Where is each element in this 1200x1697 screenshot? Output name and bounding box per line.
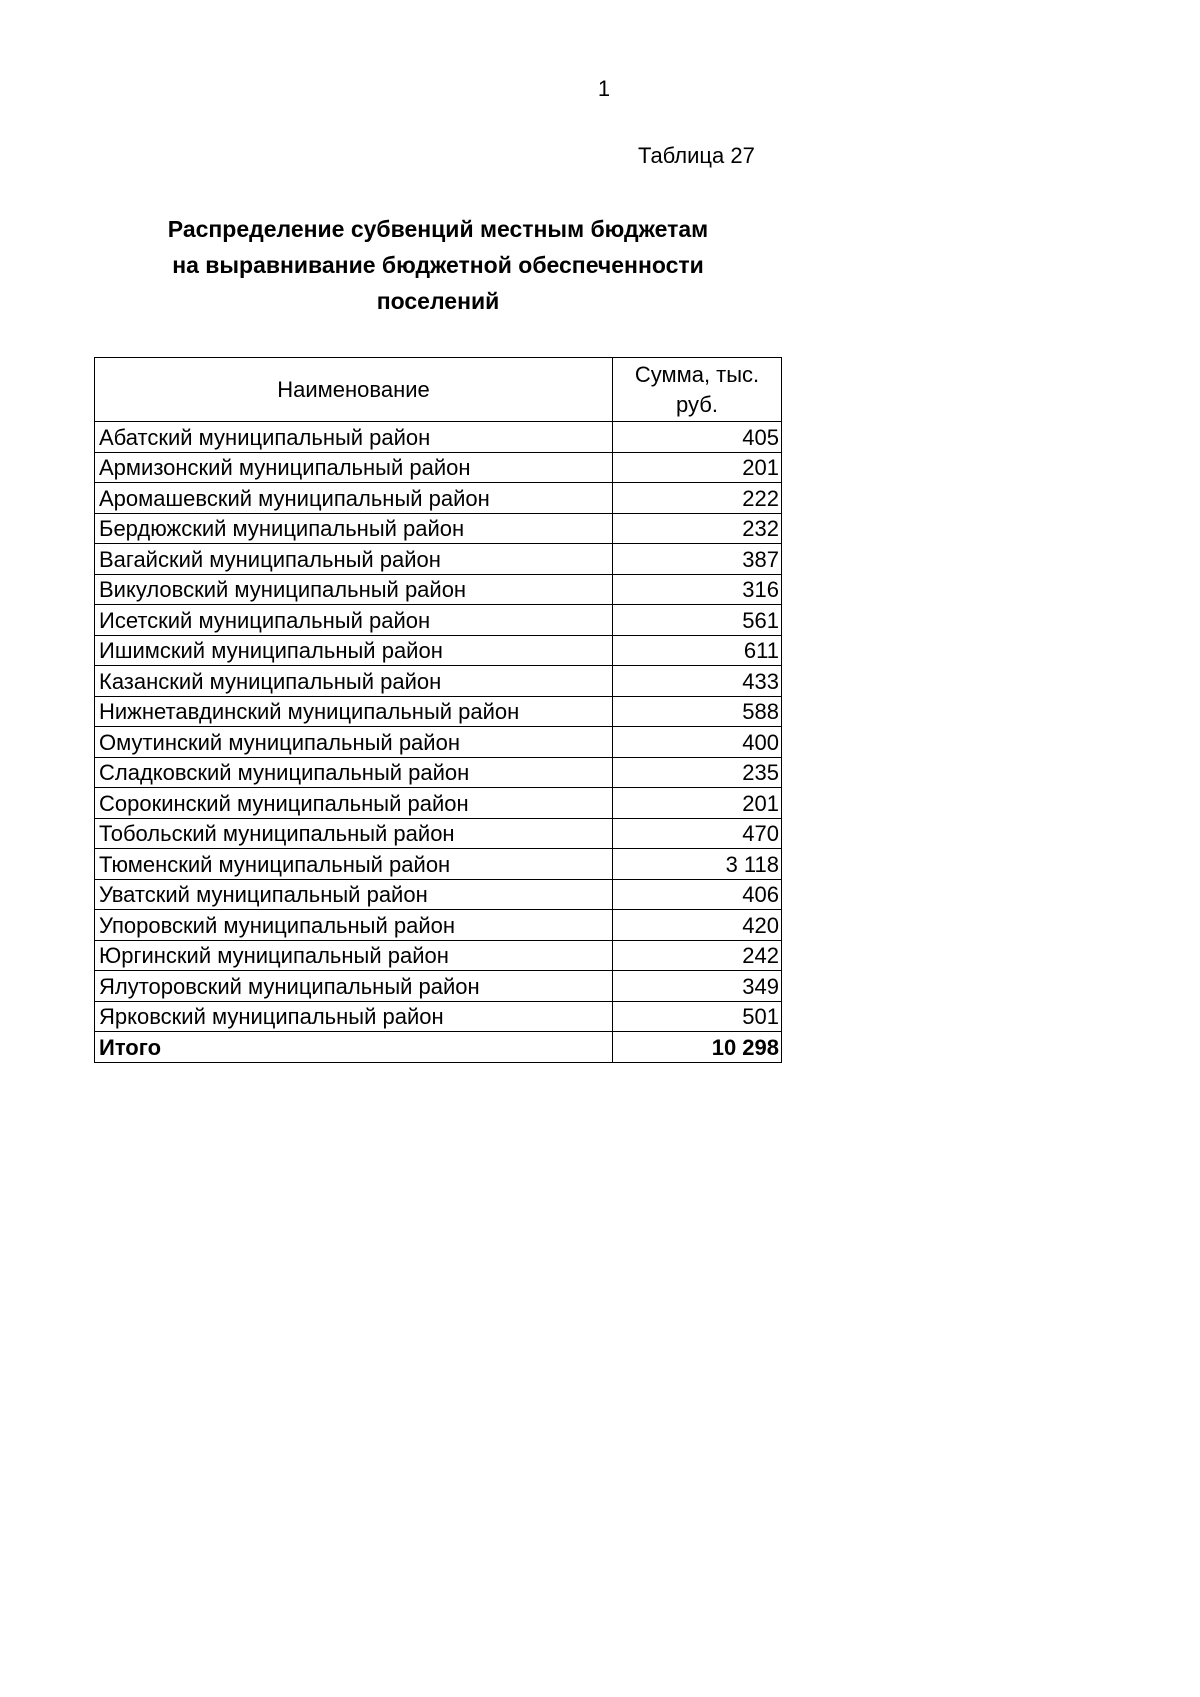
district-amount: 3 118 (613, 849, 782, 880)
district-amount: 400 (613, 727, 782, 758)
table-label: Таблица 27 (638, 143, 755, 168)
district-amount: 235 (613, 757, 782, 788)
district-amount: 406 (613, 879, 782, 910)
district-name: Викуловский муниципальный район (95, 574, 613, 605)
district-name: Ишимский муниципальный район (95, 635, 613, 666)
district-amount: 405 (613, 422, 782, 453)
district-name: Юргинский муниципальный район (95, 940, 613, 971)
table-row (95, 788, 782, 819)
district-amount: 201 (613, 788, 782, 819)
table-row (95, 544, 782, 575)
table-row (95, 666, 782, 697)
table-row (95, 422, 782, 453)
total-value: 10 298 (613, 1032, 782, 1063)
district-name: Ярковский муниципальный район (95, 1001, 613, 1032)
district-name: Омутинский муниципальный район (95, 727, 613, 758)
district-name: Казанский муниципальный район (95, 666, 613, 697)
district-amount: 561 (613, 605, 782, 636)
page-number: 1 (597, 76, 611, 101)
district-name: Вагайский муниципальный район (95, 544, 613, 575)
district-name: Нижнетавдинский муниципальный район (95, 696, 613, 727)
table-row (95, 849, 782, 880)
table-row (95, 574, 782, 605)
table-row (95, 727, 782, 758)
table-row (95, 452, 782, 483)
table-row (95, 940, 782, 971)
district-name: Тюменский муниципальный район (95, 849, 613, 880)
district-amount: 420 (613, 910, 782, 941)
title-line-3: поселений (376, 288, 500, 314)
table-row (95, 635, 782, 666)
district-name: Аромашевский муниципальный район (95, 483, 613, 514)
district-amount: 387 (613, 544, 782, 575)
district-name: Уватский муниципальный район (95, 879, 613, 910)
district-name: Армизонский муниципальный район (95, 452, 613, 483)
district-amount: 232 (613, 513, 782, 544)
district-amount: 588 (613, 696, 782, 727)
district-name: Упоровский муниципальный район (95, 910, 613, 941)
district-amount: 349 (613, 971, 782, 1002)
table-row (95, 483, 782, 514)
document-title (95, 216, 781, 314)
title-line-2: на выравнивание бюджетной обеспеченности (172, 252, 704, 278)
table-row (95, 757, 782, 788)
table-row (95, 910, 782, 941)
district-name: Тобольский муниципальный район (95, 818, 613, 849)
table-row (95, 971, 782, 1002)
header-sum: Сумма, тыс. руб. (613, 358, 782, 422)
district-amount: 470 (613, 818, 782, 849)
table-row (95, 879, 782, 910)
total-label: Итого (95, 1032, 613, 1063)
district-name: Сорокинский муниципальный район (95, 788, 613, 819)
district-amount: 222 (613, 483, 782, 514)
district-amount: 201 (613, 452, 782, 483)
table-row (95, 605, 782, 636)
title-line-1: Распределение субвенций местным бюджетам (167, 216, 709, 242)
district-name: Бердюжский муниципальный район (95, 513, 613, 544)
district-amount: 501 (613, 1001, 782, 1032)
table-row (95, 696, 782, 727)
district-amount: 242 (613, 940, 782, 971)
subsidy-table (94, 357, 782, 1063)
header-name: Наименование (95, 358, 613, 422)
district-name: Абатский муниципальный район (95, 422, 613, 453)
table-header-row (95, 358, 782, 422)
district-name: Исетский муниципальный район (95, 605, 613, 636)
district-amount: 433 (613, 666, 782, 697)
table-row (95, 818, 782, 849)
district-amount: 316 (613, 574, 782, 605)
table-row (95, 1001, 782, 1032)
table-row (95, 513, 782, 544)
district-amount: 611 (613, 635, 782, 666)
table-body (95, 422, 782, 1032)
total-row (95, 1032, 782, 1063)
district-name: Ялуторовский муниципальный район (95, 971, 613, 1002)
district-name: Сладковский муниципальный район (95, 757, 613, 788)
